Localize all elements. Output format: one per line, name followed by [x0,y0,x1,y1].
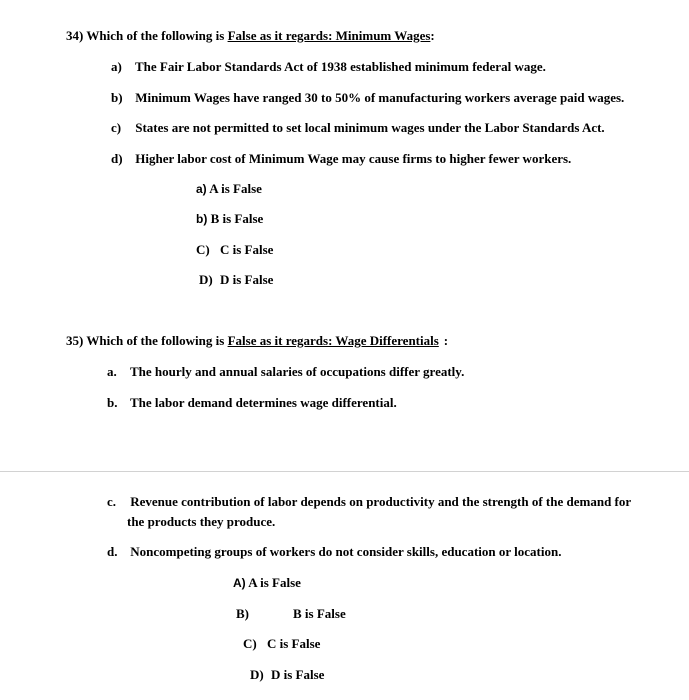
q34-option-a [111,59,546,75]
answer-text: A is False [248,575,301,590]
answer-text: D is False [220,272,274,287]
option-text: Minimum Wages have ranged 30 to 50% of manufacturing workers average paid wages. [135,90,625,105]
option-text: Higher labor cost of Minimum Wage may cause firms to higher fewer workers. [135,151,572,166]
answer-label: C) [243,636,257,651]
answer-text: C is False [220,242,274,257]
q34-answer-b [196,211,263,227]
q35-answer-c [243,636,320,652]
q35-answer-a [233,575,301,591]
answer-label: D) [250,667,264,682]
answer-text: D is False [271,667,325,682]
answer-label: A) [233,576,246,590]
answer-text: B is False [293,606,346,621]
option-text-continued: the products they produce. [127,514,276,529]
answer-label: a) [196,182,207,196]
page-divider [0,471,689,472]
q34-option-b [111,90,624,106]
q35-option-c-continuation [127,514,275,530]
question-prompt-suffix: : [430,28,435,43]
q35-answer-d [250,667,324,683]
option-label: b. [107,395,118,410]
q34-answer-c [196,242,273,258]
option-label: d. [107,544,118,559]
option-text: States are not permitted to set local minimum wages under the Labor Standards Act. [135,120,605,135]
question-35-prompt [66,333,448,349]
question-number: 34) [66,28,84,43]
q35-option-b [107,395,397,411]
q34-answer-a [196,181,262,197]
answer-text: C is False [267,636,321,651]
question-number: 35) [66,333,84,348]
answer-label: D) [199,272,213,287]
question-prompt-underlined: False as it regards: Wage Differentials [227,333,439,348]
option-label: c. [107,494,117,509]
question-prompt-text: Which of the following is [86,333,225,348]
answer-label: B) [236,606,249,621]
question-prompt-text: Which of the following is [86,28,225,43]
option-label: b) [111,90,123,105]
option-text: The hourly and annual salaries of occupations differ greatly. [130,364,465,379]
q34-answer-d [199,272,273,288]
answer-label: C) [196,242,210,257]
answer-label: b) [196,212,208,226]
option-label: a. [107,364,117,379]
option-label: c) [111,120,122,135]
q35-option-a [107,364,464,380]
option-text: Revenue contribution of labor depends on productivity and the strength of the demand for [130,494,632,509]
q35-option-c [107,494,631,510]
option-text: The Fair Labor Standards Act of 1938 established minimum federal wage. [135,59,546,74]
option-text: Noncompeting groups of workers do not consider skills, education or location. [130,544,562,559]
option-label: d) [111,151,123,166]
option-text: The labor demand determines wage differential. [130,395,397,410]
q34-option-d [111,151,571,167]
option-label: a) [111,59,122,74]
q35-answer-b [236,606,346,622]
question-34-prompt [66,28,435,44]
question-prompt-suffix: : [443,333,449,348]
answer-text: B is False [210,211,264,226]
question-prompt-underlined: False as it regards: Minimum Wages [227,28,431,43]
q34-option-c [111,120,605,136]
q35-option-d [107,544,561,560]
answer-text: A is False [209,181,262,196]
